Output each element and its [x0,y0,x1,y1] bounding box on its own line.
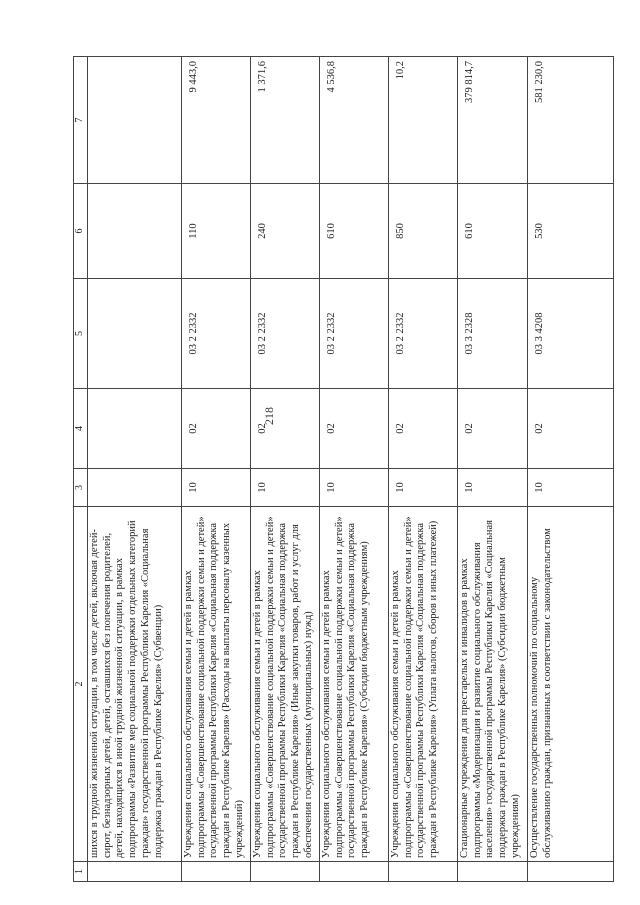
row-amount [87,57,181,184]
row-target-article [87,279,181,389]
header-row [74,57,88,882]
row-description: Учреждения социального обслуживания семьи и детей в рамках подпрограммы «Совершенствование социальной поддержки семьи и детей» государственной программы Республики Карелия «Социальная поддержка граждан в Республике Карелия» (Расходы на выплаты персоналу казенных учреждений) [181,507,250,862]
row-subsection: 02 [250,389,319,469]
table-row [527,57,613,882]
table-row [388,57,457,882]
row-target-article: 03 2 2332 [319,279,388,389]
col-header-4: 4 [74,389,88,469]
col-header-3: 3 [74,469,88,507]
row-expense-type: 850 [388,184,457,279]
row-amount: 1 371,6 [250,57,319,184]
budget-table [73,56,614,882]
col-header-5: 5 [74,279,88,389]
row-expense-type: 110 [181,184,250,279]
row-description: Учреждения социального обслуживания семьи и детей в рамках подпрограммы «Совершенствование социальной поддержки семьи и детей» государственной программы Республики Карелия «Социальная поддержка граждан в Республике Карелия» (Уплата налогов, сборов и иных платежей) [388,507,457,862]
row-target-article: 03 3 4208 [527,279,613,389]
row-section: 10 [181,469,250,507]
col-header-2: 2 [74,507,88,862]
row-subsection [87,389,181,469]
table-row [457,57,527,882]
row-description: Осуществление государственных полномочий по социальному обслуживанию граждан, признанных в соответствии с законодательством [527,507,613,862]
row-amount: 9 443,0 [181,57,250,184]
row-section: 10 [388,469,457,507]
col-header-1: 1 [74,862,88,882]
row-section [87,469,181,507]
row-target-article: 03 3 2328 [457,279,527,389]
row-amount: 4 536,8 [319,57,388,184]
row-section: 10 [527,469,613,507]
row-expense-type: 530 [527,184,613,279]
col-header-6: 6 [74,184,88,279]
row-subsection: 02 [388,389,457,469]
row-target-article: 03 2 2332 [181,279,250,389]
row-expense-type [87,184,181,279]
row-section: 10 [250,469,319,507]
row-subsection: 02 [527,389,613,469]
row-subsection: 02 [181,389,250,469]
table-row [87,57,181,882]
row-amount: 379 814,7 [457,57,527,184]
row-description: Стационарные учреждения для престарелых и инвалидов в рамках подпрограммы «Модернизация и развитие социального обслуживания населения» государственной программы Республики Карелия «Социальная поддержка граждан в Республике Карелия» (Субсидии бюджетным учреждениям) [457,507,527,862]
row-section: 10 [457,469,527,507]
row-expense-type: 610 [457,184,527,279]
row-subsection: 02 [457,389,527,469]
row-subsection: 02 [319,389,388,469]
table-row [319,57,388,882]
col-header-7: 7 [74,57,88,184]
row-expense-type: 610 [319,184,388,279]
row-target-article: 03 2 2332 [388,279,457,389]
row-target-article: 03 2 2332 [250,279,319,389]
row-description: Учреждения социального обслуживания семьи и детей в рамках подпрограммы «Совершенствование социальной поддержки семьи и детей» государственной программы Республики Карелия «Социальная поддержка граждан в Республике Карелия» (Субсидии бюджетным учреждениям) [319,507,388,862]
row-amount: 10,2 [388,57,457,184]
table-row [250,57,319,882]
row-section: 10 [319,469,388,507]
page-number: 218 [262,407,276,425]
row-expense-type: 240 [250,184,319,279]
table-row [181,57,250,882]
row-description: шихся в трудной жизненной ситуации, в том числе детей, включая детей-сирот, безнадзорных детей, детей, оставшихся без попечения родителей, детей, находящихся в иной трудной жизненной ситуации, в рамках подпрограммы «Развитие мер социальной поддержки отдельных категорий граждан» государственной программы Республики Карелия «Социальная поддержка граждан в Республике Карелия» (Субвенции) [87,507,181,862]
row-description: Учреждения социального обслуживания семьи и детей в рамках подпрограммы «Совершенствование социальной поддержки семьи и детей» государственной программы Республики Карелия «Социальная поддержка граждан в Республике Карелия» (Иные закупки товаров, работ и услуг для обеспечения государственных (муниципальных) нужд) [250,507,319,862]
budget-table-rotated [73,57,629,882]
row-amount: 581 230,0 [527,57,613,184]
